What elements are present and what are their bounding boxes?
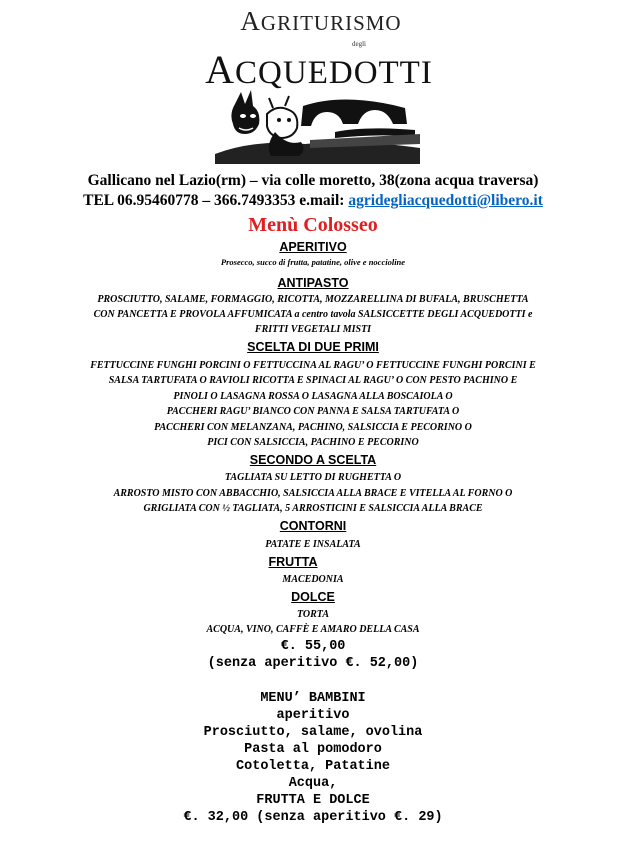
logo-line-1 <box>206 6 436 37</box>
logo-small-text: degli <box>352 40 366 48</box>
section-heading-contorni: CONTORNI <box>279 519 347 533</box>
logo-rest-1: GRITURISMO <box>260 11 402 35</box>
primi-line: PINOLI O LASAGNA ROSSA O LASAGNA ALLA BOSCAIOLA O <box>173 391 453 402</box>
primi-line: PACCHERI CON MELANZANA, PACHINO, SALSICCIA E PECORINO O <box>154 422 472 433</box>
logo-rest-2: CQUEDOTTI <box>235 55 433 91</box>
kids-menu-line: Cotoletta, Patatine <box>236 759 390 774</box>
aqueduct-donkey-illustration <box>215 84 420 164</box>
primi-line: PACCHERI RAGU’ BIANCO CON PANNA E SALSA TARTUFATA O <box>166 406 460 417</box>
kids-menu-line: Pasta al pomodoro <box>244 742 382 757</box>
menu-price-note: (senza aperitivo €. 52,00) <box>207 656 419 671</box>
section-heading-antipasto: ANTIPASTO <box>277 276 349 290</box>
kids-menu-line: Acqua, <box>288 776 338 791</box>
kids-menu-line: aperitivo <box>276 708 350 723</box>
contact-line <box>0 192 626 210</box>
dolce-line: ACQUA, VINO, CAFFÈ E AMARO DELLA CASA <box>206 624 420 635</box>
antipasto-line: CON PANCETTA E PROVOLA AFFUMICATA a centro tavola SALSICCETTE DEGLI ACQUEDOTTI e <box>93 309 533 320</box>
dolce-line: TORTA <box>296 609 330 620</box>
antipasto-line: FRITTI VEGETALI MISTI <box>254 324 372 335</box>
kids-menu-line: Prosciutto, salame, ovolina <box>203 725 423 740</box>
logo-initial-1: A <box>240 6 261 36</box>
section-heading-aperitivo: APERITIVO <box>279 240 347 254</box>
contorni-line: PATATE E INSALATA <box>265 539 361 550</box>
antipasto-line: PROSCIUTTO, SALAME, FORMAGGIO, RICOTTA, MOZZARELLINA DI BUFALA, BRUSCHETTA <box>97 294 529 305</box>
secondo-line: GRIGLIATA CON ½ TAGLIATA, 5 ARROSTICINI E SALSICCIA ALLA BRACE <box>143 503 483 514</box>
aperitivo-line: Prosecco, succo di frutta, patatine, olive e noccioline <box>220 257 406 267</box>
kids-menu-price: €. 32,00 (senza aperitivo €. 29) <box>183 810 443 825</box>
logo-initial-2: A <box>205 47 236 92</box>
address-line: Gallicano nel Lazio(rm) – via colle moretto, 38(zona acqua traversa) <box>87 172 539 189</box>
kids-menu-line: FRUTTA E DOLCE <box>256 793 370 808</box>
kids-menu-title: MENU’ BAMBINI <box>260 691 366 706</box>
section-heading-dolce: DOLCE <box>291 590 335 604</box>
primi-line: PICI CON SALSICCIA, PACHINO E PECORINO <box>207 437 419 448</box>
menu-price: €. 55,00 <box>280 639 346 654</box>
menu-title: Menù Colosseo <box>248 214 378 236</box>
section-heading-secondo: SECONDO A SCELTA <box>249 453 377 467</box>
email-link[interactable]: agridegliacquedotti@libero.it <box>348 192 543 209</box>
primi-line: FETTUCCINE FUNGHI PORCINI O FETTUCCINA AL RAGU’ O FETTUCCINE FUNGHI PORCINI E <box>90 360 536 371</box>
secondo-line: TAGLIATA SU LETTO DI RUGHETTA O <box>224 472 402 483</box>
primi-line: SALSA TARTUFATA O RAVIOLI RICOTTA E SPINACI AL RAGU’ O CON PESTO PACHINO E <box>108 375 518 386</box>
phone-text: TEL 06.95460778 – 366.7493353 e.mail: <box>83 192 349 209</box>
section-heading-frutta: FRUTTA <box>268 555 318 569</box>
section-heading-primi: SCELTA DI DUE PRIMI <box>247 340 379 354</box>
logo <box>200 4 435 164</box>
frutta-line: MACEDONIA <box>282 574 344 585</box>
secondo-line: ARROSTO MISTO CON ABBACCHIO, SALSICCIA ALLA BRACE E VITELLA AL FORNO O <box>113 488 513 499</box>
